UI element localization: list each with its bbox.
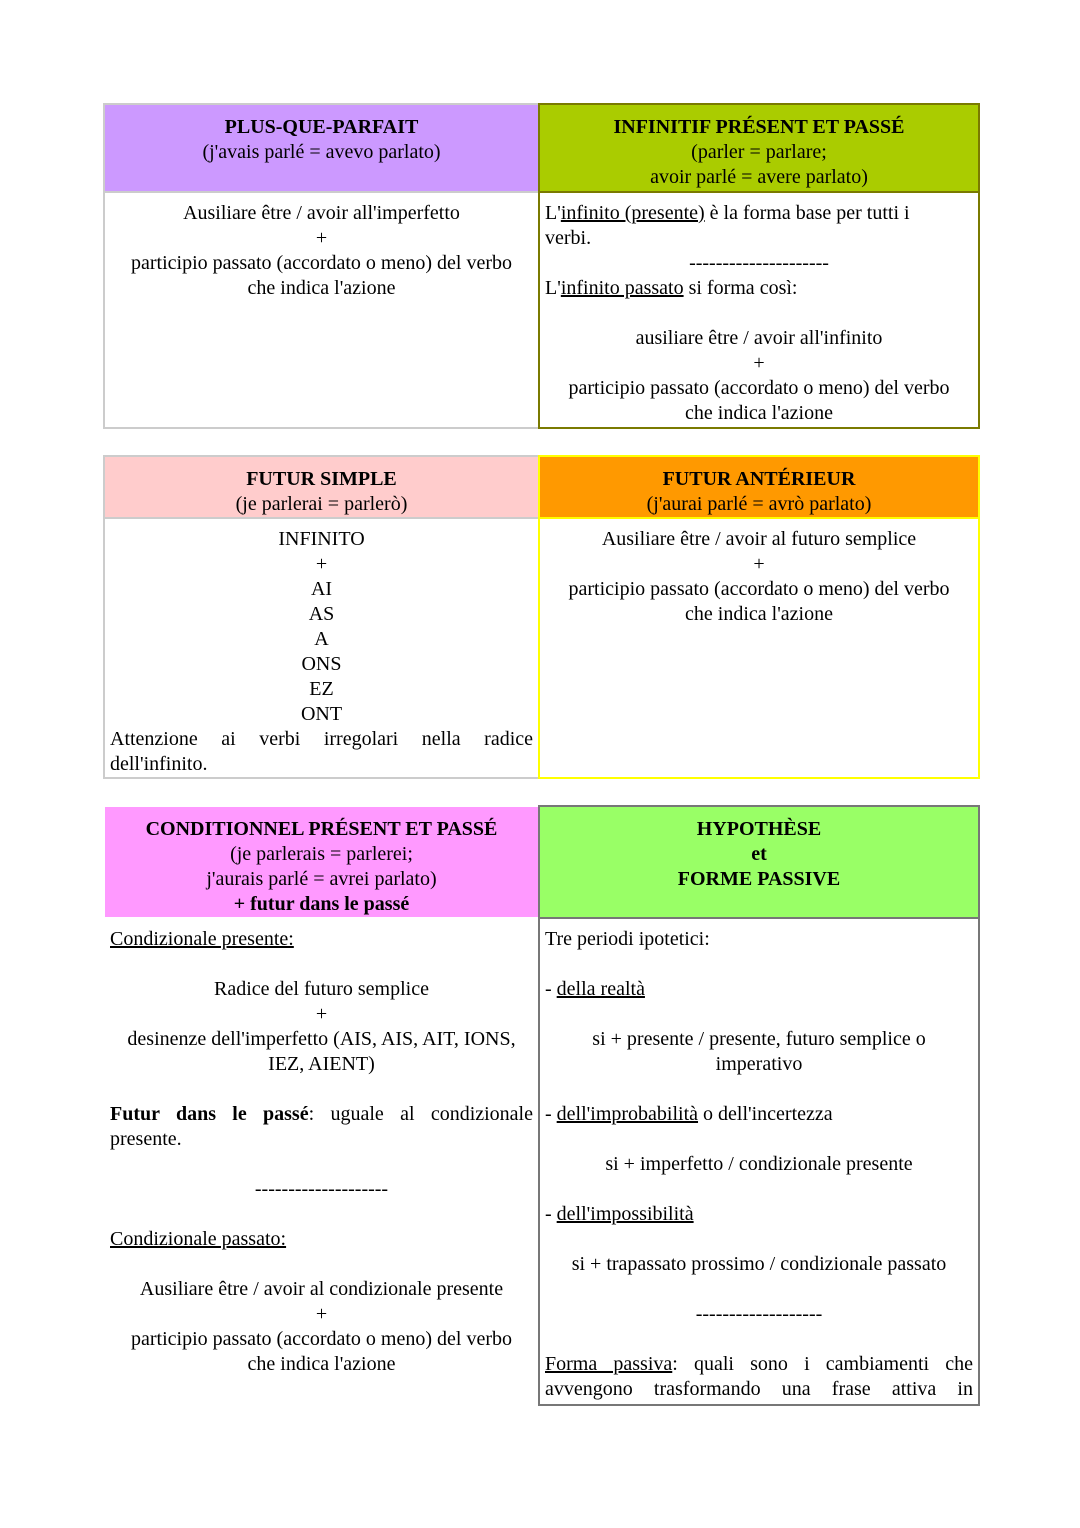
futur-anterieur-body — [538, 517, 980, 779]
header-line: FUTUR SIMPLE — [246, 468, 397, 490]
text-segment: dell'improbabilità — [556, 1103, 699, 1125]
text-segment: + — [315, 1303, 328, 1325]
text-segment: Radice del futuro semplice — [214, 978, 429, 1000]
text-segment: - — [545, 1103, 557, 1125]
text-segment: ONT — [300, 703, 343, 725]
text-line — [545, 276, 973, 301]
plus-que-parfait-header — [103, 103, 540, 191]
header-line: INFINITIF PRÉSENT ET PASSÉ — [613, 116, 905, 138]
header-line: (j'aurai parlé = avrò parlato) — [646, 493, 872, 515]
text-segment: si + imperfetto / condizionale presente — [605, 1153, 913, 1175]
text-segment: della realtà — [556, 978, 645, 1000]
header-line: et — [751, 843, 767, 865]
text-segment: A — [314, 628, 329, 650]
text-line — [545, 351, 973, 376]
text-line — [110, 1052, 533, 1077]
text-segment: Ausiliare être / avoir al condizionale presente — [139, 1278, 504, 1300]
text-line — [110, 1102, 533, 1127]
header-line: (je parlerai = parlerò) — [235, 493, 408, 515]
text-line — [110, 226, 533, 251]
text-line — [110, 677, 533, 702]
text-line — [110, 251, 533, 276]
text-line — [545, 301, 973, 326]
futur-simple-body — [103, 517, 540, 779]
hypothese-body — [538, 917, 980, 1406]
text-line — [545, 401, 973, 426]
text-segment: dell'infinito. — [110, 753, 208, 775]
text-segment: infinito (presente) — [560, 202, 705, 224]
text-line — [545, 1177, 973, 1202]
text-line — [545, 927, 973, 952]
text-line — [110, 527, 533, 552]
header-line: FUTUR ANTÉRIEUR — [662, 468, 856, 490]
text-line — [545, 1302, 973, 1327]
text-segment: ausiliare être / avoir all'infinito — [635, 327, 883, 349]
text-line — [110, 977, 533, 1002]
header-line: avoir parlé = avere parlato) — [650, 166, 868, 188]
text-line — [545, 1027, 973, 1052]
text-line — [545, 1077, 973, 1102]
text-segment: avvengono trasformando una frase attiva in — [545, 1378, 973, 1400]
text-segment: o dell'incertezza — [698, 1103, 833, 1125]
text-line — [110, 627, 533, 652]
text-line — [545, 602, 973, 627]
text-line — [110, 201, 533, 226]
text-line — [545, 326, 973, 351]
text-segment: ------------------- — [695, 1303, 823, 1325]
header-line: PLUS-QUE-PARFAIT — [224, 116, 419, 138]
text-segment: --------------------- — [689, 252, 829, 274]
text-line — [545, 1002, 973, 1027]
text-segment: Condizionale passato: — [110, 1228, 287, 1250]
text-line — [110, 577, 533, 602]
text-line — [545, 527, 973, 552]
text-line — [110, 1152, 533, 1177]
text-segment: + — [315, 227, 328, 249]
text-line — [545, 1152, 973, 1177]
text-segment: che indica l'azione — [247, 1353, 396, 1375]
text-line — [545, 1377, 973, 1402]
text-segment: presente. — [110, 1128, 182, 1150]
text-segment: + — [315, 1003, 328, 1025]
text-segment: che indica l'azione — [685, 603, 833, 625]
text-segment: verbi. — [545, 227, 592, 249]
text-segment: - — [545, 1203, 557, 1225]
futur-anterieur-header — [538, 455, 980, 517]
text-segment: participio passato (accordato o meno) del verbo — [131, 252, 512, 274]
text-line — [545, 1352, 973, 1377]
hypothese-header — [538, 805, 980, 917]
text-line — [110, 552, 533, 577]
text-line — [545, 1052, 973, 1077]
plus-que-parfait-body — [103, 191, 540, 429]
text-line — [545, 376, 973, 401]
text-segment: che indica l'azione — [685, 402, 833, 424]
text-segment: Ausiliare être / avoir al futuro semplice — [601, 528, 917, 550]
text-line — [545, 977, 973, 1002]
text-segment: Forma passiva — [545, 1353, 673, 1375]
text-segment: infinito passato — [560, 277, 684, 299]
text-line — [110, 702, 533, 727]
text-segment: Attenzione ai verbi irregolari nella radice — [110, 728, 533, 750]
text-line — [545, 552, 973, 577]
text-segment: che indica l'azione — [247, 277, 396, 299]
text-segment: - — [545, 978, 557, 1000]
header-line: (j'avais parlé = avevo parlato) — [202, 141, 441, 163]
text-segment: L' — [545, 202, 561, 224]
text-segment: + — [315, 553, 328, 575]
infinitif-body — [538, 191, 980, 429]
header-line: CONDITIONNEL PRÉSENT ET PASSÉ — [145, 818, 498, 840]
text-segment: EZ — [309, 678, 334, 700]
text-segment: + — [753, 553, 765, 575]
header-line: (je parlerais = parlerei; — [230, 843, 413, 865]
text-segment: participio passato (accordato o meno) del verbo — [131, 1328, 512, 1350]
text-segment: -------------------- — [254, 1178, 389, 1200]
infinitif-header — [538, 103, 980, 191]
text-line — [110, 276, 533, 301]
text-line — [110, 1352, 533, 1377]
header-line: FORME PASSIVE — [677, 868, 841, 890]
text-line — [545, 577, 973, 602]
text-segment: participio passato (accordato o meno) del verbo — [568, 578, 950, 600]
text-line — [110, 927, 533, 952]
conditionnel-header — [103, 805, 540, 917]
text-segment: dell'impossibilità — [556, 1203, 694, 1225]
text-line — [110, 1027, 533, 1052]
conditionnel-body — [103, 917, 540, 1406]
text-segment: è la forma base per tutti i — [704, 202, 910, 224]
header-line: + futur dans le passé — [233, 893, 410, 915]
text-segment: + — [753, 352, 765, 374]
text-line — [545, 1202, 973, 1227]
text-line — [110, 1077, 533, 1102]
text-segment: desinenze dell'imperfetto (AIS, AIS, AIT, IONS, — [127, 1028, 516, 1050]
text-segment: : uguale al condizionale — [308, 1103, 533, 1125]
text-line — [110, 1177, 533, 1202]
text-segment: participio passato (accordato o meno) del verbo — [568, 377, 950, 399]
text-segment: si + presente / presente, futuro semplice o — [592, 1028, 926, 1050]
text-line — [545, 1227, 973, 1252]
text-line — [110, 1202, 533, 1227]
text-segment: si + trapassato prossimo / condizionale passato — [571, 1253, 947, 1275]
text-segment: si forma così: — [683, 277, 798, 299]
text-line — [110, 1002, 533, 1027]
text-segment: Condizionale presente: — [110, 928, 294, 950]
text-segment: IEZ, AIENT) — [268, 1053, 375, 1075]
text-segment: ONS — [301, 653, 342, 675]
text-line — [545, 1327, 973, 1352]
text-line — [545, 226, 973, 251]
text-segment: AI — [310, 578, 333, 600]
table-plus-que-parfait-infinitif — [103, 103, 980, 429]
text-line — [110, 1277, 533, 1302]
text-line — [545, 201, 973, 226]
text-line — [110, 602, 533, 627]
text-segment: Tre periodi ipotetici: — [545, 928, 710, 950]
text-line — [110, 952, 533, 977]
header-line: HYPOTHÈSE — [696, 818, 822, 840]
table-conditionnel-hypothese — [103, 805, 980, 1406]
text-line — [110, 727, 533, 752]
table-futur — [103, 455, 980, 779]
text-segment: Ausiliare être / avoir all'imperfetto — [183, 202, 460, 224]
text-segment: AS — [308, 603, 335, 625]
text-line — [545, 251, 973, 276]
text-segment: INFINITO — [278, 528, 365, 550]
text-line — [110, 1127, 533, 1152]
header-line: (parler = parlare; — [691, 141, 827, 163]
text-segment: imperativo — [715, 1053, 803, 1075]
header-line: j'aurais parlé = avrei parlato) — [206, 868, 437, 890]
text-line — [545, 1127, 973, 1152]
text-line — [110, 1327, 533, 1352]
text-line — [545, 952, 973, 977]
text-line — [545, 1252, 973, 1277]
text-line — [545, 1277, 973, 1302]
text-line — [110, 1252, 533, 1277]
text-line — [110, 752, 533, 777]
text-segment: : quali sono i cambiamenti che — [672, 1353, 974, 1375]
text-line — [545, 1102, 973, 1127]
text-segment: Futur dans le passé — [110, 1103, 309, 1125]
text-line — [110, 1227, 533, 1252]
text-segment: L' — [545, 277, 561, 299]
text-line — [110, 1302, 533, 1327]
futur-simple-header — [103, 455, 540, 517]
text-line — [110, 652, 533, 677]
